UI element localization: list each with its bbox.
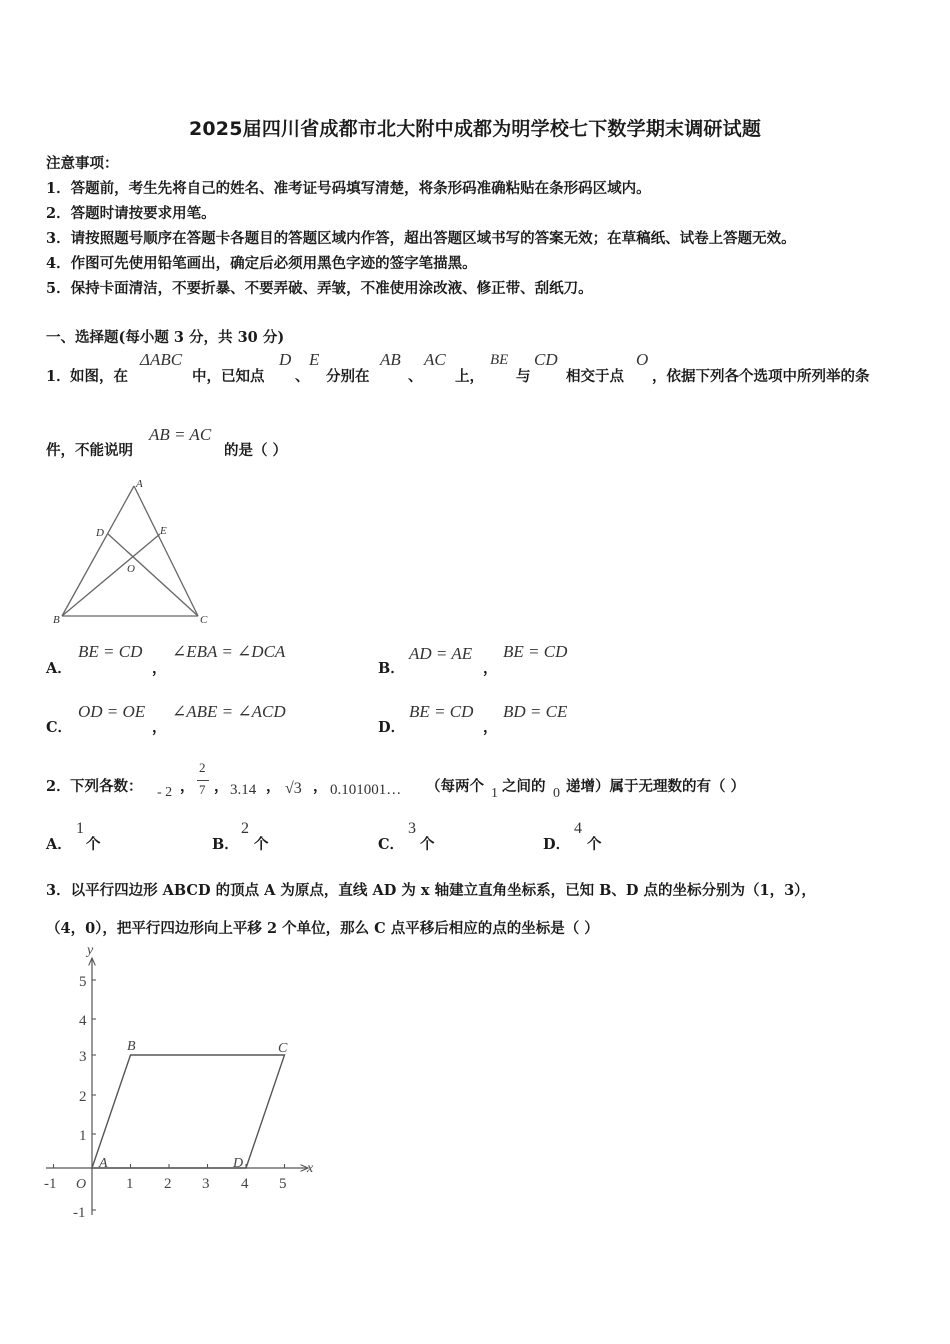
option-c-comma: ，: [152, 719, 167, 736]
number-sqrt3: √3: [285, 780, 302, 797]
question-text: 递增）属于无理数的有（ ）: [566, 778, 746, 795]
x-tick-label: 2: [164, 1176, 172, 1192]
question-text: ，依据下列各个选项中所列举的条: [652, 368, 870, 385]
option-c-label: C．: [378, 836, 405, 853]
option-c-value: 3: [408, 820, 416, 837]
option-a-label: A．: [46, 660, 72, 677]
notice-item: 4．作图可先使用铅笔画出，确定后必须用黑色字迹的签字笔描黑。: [46, 255, 477, 272]
origin-label: O: [76, 1177, 87, 1192]
vertex-a-label: A: [99, 1156, 108, 1171]
option-b-math2: BE = CD: [503, 642, 568, 661]
page-title: 2025届四川省成都市北大附中成都为明学校七下数学期末调研试题: [188, 118, 762, 140]
y-axis-label: y: [87, 943, 94, 958]
option-b-unit: 个: [254, 836, 269, 853]
question-text: （每两个: [426, 778, 484, 795]
option-c-unit: 个: [420, 836, 435, 853]
number-one: 1: [491, 786, 498, 801]
y-tick-label: 1: [79, 1128, 87, 1144]
option-d-label: D．: [543, 836, 571, 853]
x-axis-label: x: [307, 1161, 314, 1176]
question-text: 相交于点: [566, 368, 624, 385]
number-314: 3.14: [230, 782, 257, 798]
math-equation: AB = AC: [149, 425, 212, 444]
number-neg-2: - 2: [157, 785, 173, 800]
fraction-denominator: 7: [199, 782, 206, 797]
option-d-value: 4: [574, 820, 582, 837]
y-tick-label: 3: [79, 1049, 87, 1065]
question-text: 3．以平行四边形 ABCD 的顶点 A 为原点，直线 AD 为 x 轴建立直角坐标系，已知 B、D 点的坐标分别为（1，3），: [46, 882, 816, 899]
option-c-math1: OD = OE: [78, 702, 146, 721]
option-c-label: C．: [46, 719, 73, 736]
option-d-math2: BD = CE: [503, 702, 568, 721]
vertex-b-label: B: [127, 1039, 136, 1054]
option-a-comma: ，: [152, 660, 167, 677]
question-text: ，: [313, 778, 328, 795]
option-d-label: D．: [378, 719, 406, 736]
option-a-math1: BE = CD: [78, 642, 143, 661]
question-text: 件，不能说明: [46, 442, 133, 459]
question-text: 之间的: [502, 778, 546, 795]
option-b-label: B．: [378, 660, 405, 677]
option-b-label: B．: [212, 836, 239, 853]
option-b-math1: AD = AE: [409, 644, 473, 663]
question-text: 中，已知点: [192, 368, 265, 385]
notice-item: 1．答题前，考生先将自己的姓名、准考证号码填写清楚，将条形码准确粘贴在条形码区域内。: [46, 180, 651, 197]
label-o: O: [127, 563, 135, 575]
number-zero: 0: [553, 786, 560, 801]
y-tick-label: -1: [73, 1205, 86, 1221]
question-text: ，: [214, 778, 229, 795]
option-a-unit: 个: [86, 836, 101, 853]
question-number: 2．: [46, 778, 71, 795]
option-d-comma: ，: [483, 719, 498, 736]
notice-item: 5．保持卡面清洁，不要折暴、不要弄破、弄皱，不准使用涂改液、修正带、刮纸刀。: [46, 280, 593, 297]
question-text: ，: [266, 778, 281, 795]
math-segment-cd: CD: [534, 350, 558, 369]
vertex-d-label: D: [233, 1156, 244, 1171]
question-text: 下列各数：: [70, 778, 143, 795]
section-heading: 一、选择题(每小题 3 分，共 30 分): [46, 329, 285, 346]
label-a: A: [136, 478, 143, 490]
side-ac: [134, 486, 198, 616]
vertex-c-label: C: [278, 1041, 288, 1056]
option-a-math2: ∠EBA = ∠DCA: [172, 642, 286, 661]
segment-be: [62, 534, 160, 616]
coordinate-graph: [40, 940, 330, 1225]
y-tick-label: 5: [79, 974, 87, 990]
question-text: （4，0），把平行四边形向上平移 2 个单位，那么 C 点平移后相应的点的坐标是（ ）: [46, 920, 599, 937]
question-text: 与: [516, 368, 531, 385]
y-tick-label: 2: [79, 1089, 87, 1105]
math-point-e: E: [309, 350, 320, 369]
segment-cd: [108, 534, 198, 616]
question-text: ，: [180, 778, 195, 795]
math-point-o: O: [636, 350, 649, 369]
math-triangle-abc: ΔABC: [140, 350, 183, 369]
question-text: 、: [295, 368, 310, 385]
question-text: 、: [408, 368, 423, 385]
math-point-d: D: [279, 350, 292, 369]
label-e: E: [160, 525, 167, 537]
math-segment-be: BE: [490, 352, 509, 368]
option-c-math2: ∠ABE = ∠ACD: [172, 702, 286, 721]
math-segment-ab: AB: [380, 350, 401, 369]
x-tick-label: -1: [44, 1176, 57, 1192]
option-d-math1: BE = CD: [409, 702, 474, 721]
option-a-label: A．: [46, 836, 72, 853]
x-tick-label: 4: [241, 1176, 249, 1192]
option-b-comma: ，: [483, 660, 498, 677]
option-b-value: 2: [241, 820, 249, 837]
x-tick-label: 5: [279, 1176, 287, 1192]
y-tick-label: 4: [79, 1013, 87, 1029]
triangle-figure: [50, 476, 220, 628]
x-tick-label: 3: [202, 1176, 210, 1192]
x-tick-label: 1: [126, 1176, 134, 1192]
math-segment-ac: AC: [424, 350, 446, 369]
option-a-value: 1: [76, 820, 84, 837]
number-repeating: 0.101001…: [330, 782, 402, 798]
question-text: 分别在: [326, 368, 370, 385]
fraction-bar: [197, 780, 209, 781]
parallelogram-abcd: [92, 1055, 285, 1168]
notice-item: 3．请按照题号顺序在答题卡各题目的答题区域内作答，超出答题区域书写的答案无效；在草稿纸、试卷上答题无效。: [46, 230, 796, 247]
notice-heading: 注意事项：: [46, 155, 119, 172]
label-c: C: [200, 614, 208, 626]
question-text: 上，: [455, 368, 484, 385]
question-text: 的是（ ）: [224, 442, 288, 459]
notice-item: 2．答题时请按要求用笔。: [46, 205, 216, 222]
question-text: 如图，在: [70, 368, 128, 385]
label-d: D: [96, 527, 104, 539]
label-b: B: [53, 614, 60, 626]
side-ab: [62, 486, 134, 616]
question-number: 1．: [46, 368, 71, 385]
option-d-unit: 个: [587, 836, 602, 853]
fraction-numerator: 2: [199, 760, 206, 775]
